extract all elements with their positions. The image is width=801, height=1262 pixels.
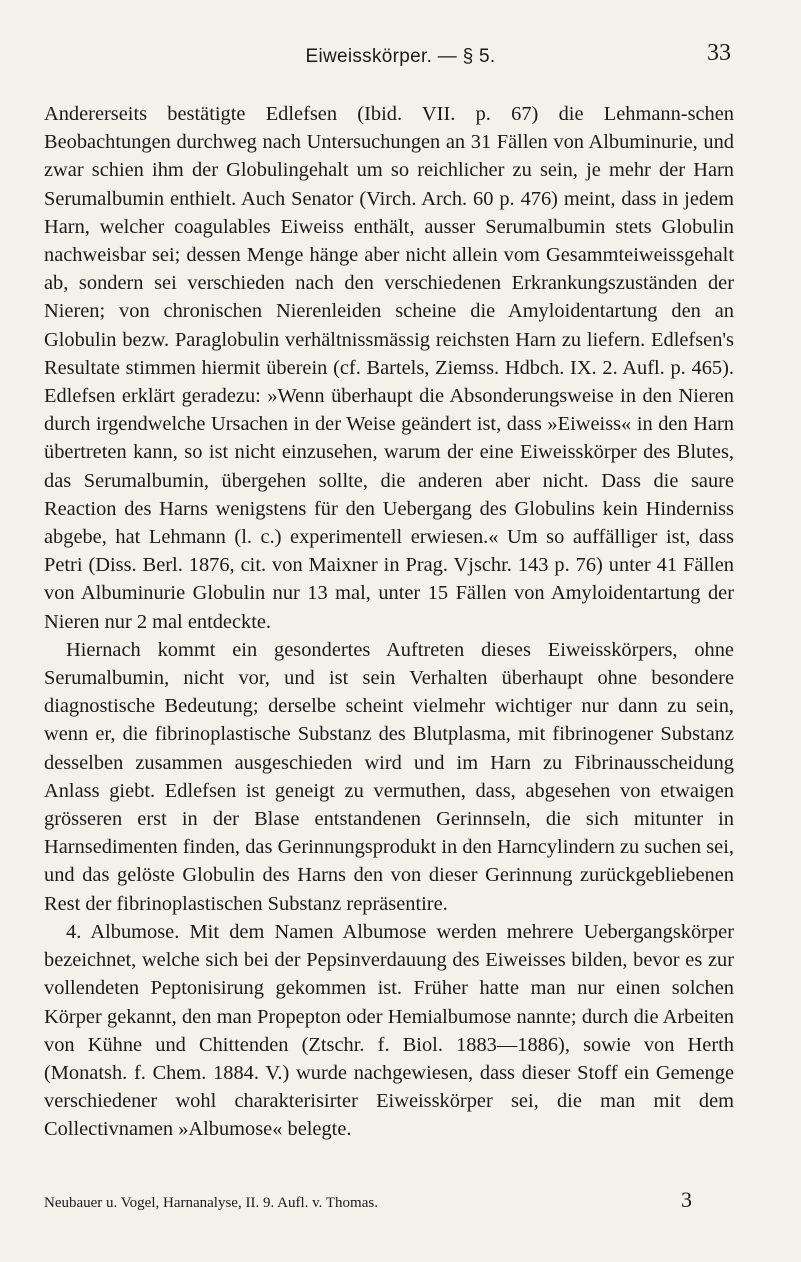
paragraph: 4. Albumose. Mit dem Namen Albumose werden mehrere Uebergangskörper bezeichnet, welche sich bei der Pepsinverdauung des Eiweisses bilden, bevor es zur vollendeten Peptonisirung gekommen ist. Früher hatte man nur einen solchen Körper gekannt, den man Propepton oder Hemialbumose nannte; durch die Arbeiten von Kühne und Chittenden (Ztschr. f. Biol. 1883—1886), sowie von Herth (Monatsh. f. Chem. 1884. V.) wurde nachgewiesen, dass dieser Stoff ein Gemenge verschiedener wohl charakterisirter Eiweisskörper sei, die man mit dem Collectivnamen »Albumose« belegte. bbox=[44, 920, 734, 1141]
signature-mark: 3 bbox=[681, 1187, 692, 1212]
footer bbox=[44, 1187, 704, 1213]
imprint-line: Neubauer u. Vogel, Harnanalyse, II. 9. Aufl. v. Thomas. bbox=[44, 1195, 378, 1211]
paragraph: Hiernach kommt ein gesondertes Auftreten dieses Eiweisskörpers, ohne Serumalbumin, nicht vor, und ist sein Verhalten überhaupt ohne besondere diagnostische Bedeutung; derselbe scheint vielmehr wichtiger nur dann zu sein, wenn er, die fibrinoplastische Substanz des Blutplasma, mit fibrinogener Substanz desselben zusammen ausgeschieden wird und im Harn zu Fibrinausscheidung Anlass giebt. Edlefsen ist geneigt zu vermuthen, dass, abgesehen von etwaigen grösseren erst in der Blase entstandenen Gerinnseln, die sich mitunter in Harnsedimenten finden, das Gerinnungsprodukt in den Harncylindern zu suchen sei, und das gelöste Globulin des Harns den von dieser Gerinnung zurückgebliebenen Rest der fibrinoplastischen Substanz repräsentire. bbox=[44, 638, 734, 915]
running-head bbox=[0, 46, 801, 68]
page-number: 33 bbox=[707, 40, 731, 66]
paragraph: Andererseits bestätigte Edlefsen (Ibid. VII. p. 67) die Lehmann-schen Beobachtungen durchweg nach Untersuchungen an 31 Fällen von Albuminurie, und zwar schien ihm der Globulingehalt um so reichlicher zu sein, je mehr der Harn Serumalbumin enthielt. Auch Senator (Virch. Arch. 60 p. 476) meint, dass in jedem Harn, welcher coagulables Eiweiss enthält, ausser Serumalbumin stets Globulin nachweisbar sei; dessen Menge hänge aber nicht allein vom Gesammteiweissgehalt ab, sondern sei verschieden nach den verschiedenen Erkrankungszuständen der Nieren; von chronischen Nierenleiden scheine die Amyloidentartung den an Globulin bezw. Paraglobulin verhältnissmässig reichsten Harn zu liefern. Edlefsen's Resultate stimmen hiermit überein (cf. Bartels, Ziemss. Hdbch. IX. 2. Aufl. p. 465). Edlefsen erklärt geradezu: »Wenn überhaupt die Absonderungsweise in den Nieren durch irgendwelche Ursachen in der Weise geändert ist, dass »Eiweiss« in den Harn übertreten kann, so ist nicht einzusehen, warum der eine Eiweisskörper des Blutes, das Serumalbumin, übergehen sollte, die anderen aber nicht. Dass die saure Reaction des Harns wenigstens für den Uebergang des Globulins kein Hinderniss abgebe, hat Lehmann (l. c.) experimentell erwiesen.« Um so auffälliger ist, dass Petri (Diss. Berl. 1876, cit. von Maixner in Prag. Vjschr. 143 p. 76) unter 41 Fällen von Albuminurie Globulin nur 13 mal, unter 15 Fällen von Amyloidentartung der Nieren nur 2 mal entdeckte. bbox=[44, 103, 734, 633]
body-text bbox=[44, 100, 734, 1144]
running-head-text: Eiweisskörper. — § 5. bbox=[305, 46, 496, 67]
